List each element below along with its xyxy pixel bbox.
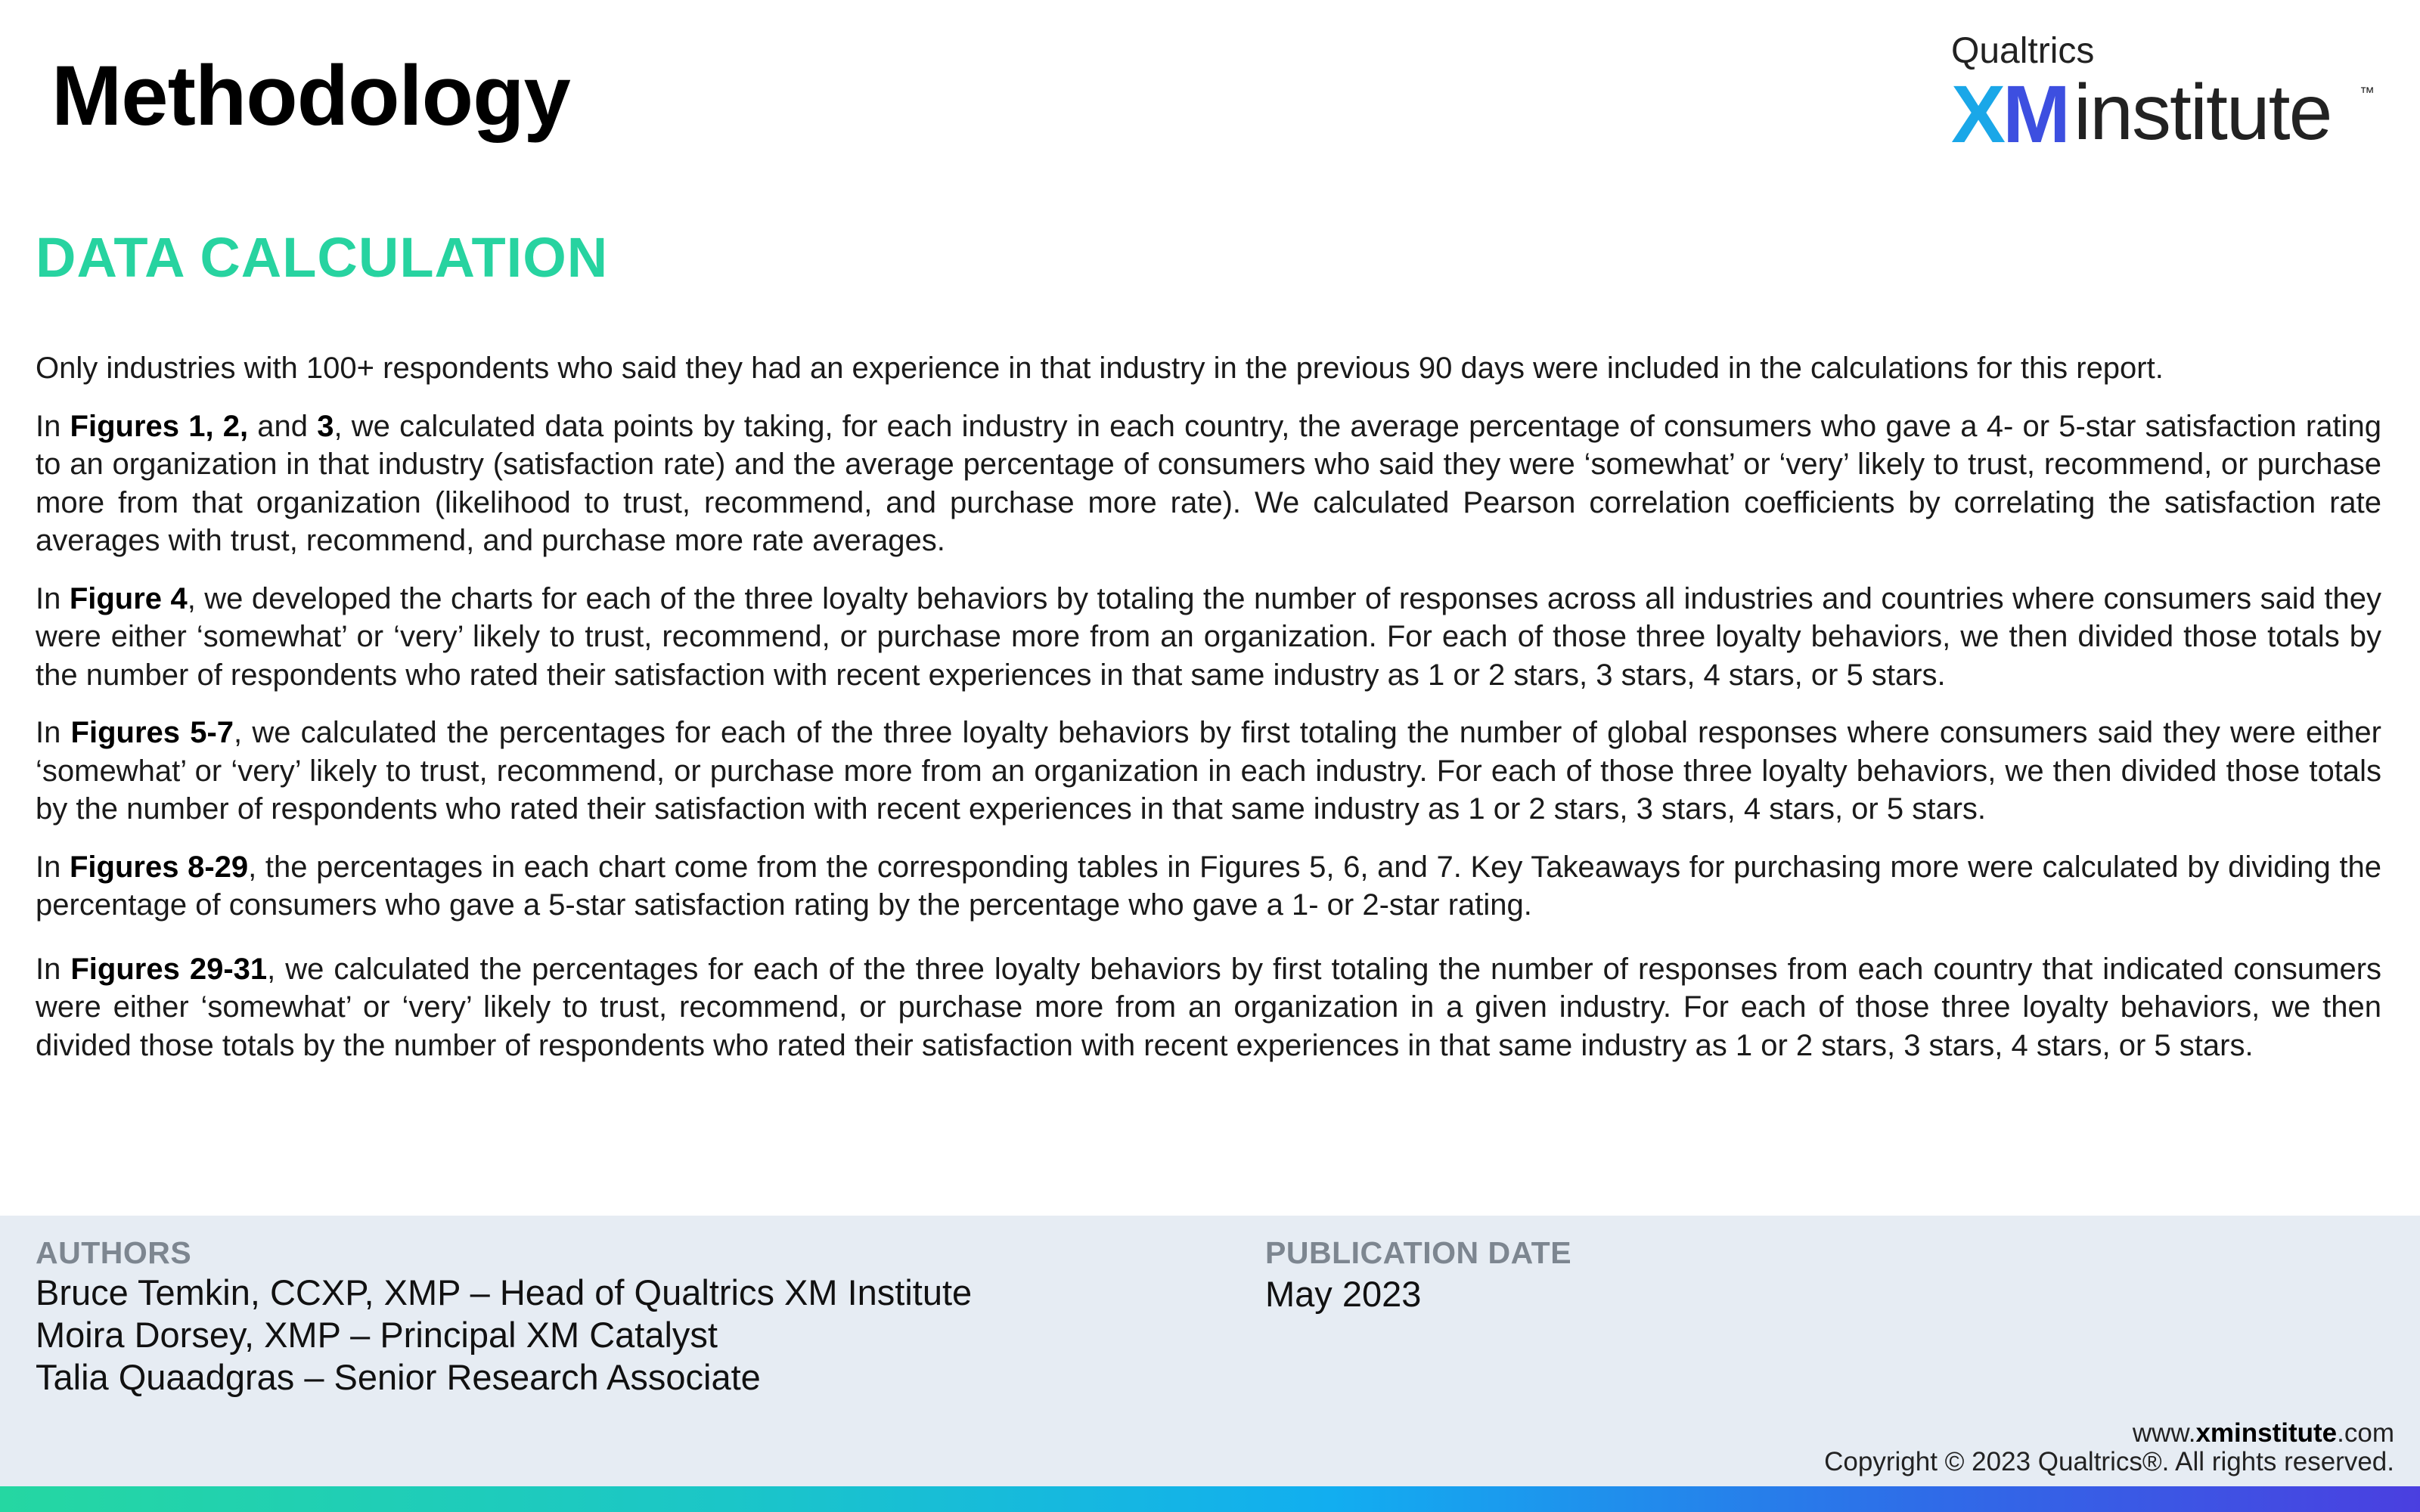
- author-line: Moira Dorsey, XMP – Principal XM Catalyst: [36, 1315, 718, 1355]
- logo-xm-mark: XM: [1951, 68, 2068, 160]
- paragraph-5: In Figures 8-29, the percentages in each chart come from the corresponding tables in Figures 5, 6, and 7. Key Takeaways for purchasing more were calculated by dividing the percentage of consumers who gave a 5-star satisfaction rating by the percentage who gave a 1- or 2-star rating.: [36, 850, 2382, 922]
- logo-trademark: ™: [2360, 85, 2375, 101]
- section-heading: DATA CALCULATION: [36, 226, 609, 289]
- website-link[interactable]: www.xminstitute.com: [2132, 1418, 2394, 1448]
- publication-date: May 2023: [1265, 1274, 1422, 1314]
- paragraph-6: In Figures 29-31, we calculated the percentages for each of the three loyalty behaviors by first totaling the number of responses from each country that indicated consumers were either ‘somewhat’ or ‘very’ likely to trust, recommend, or purchase more from an organization in a given industry. For each of those three loyalty behaviors, we then divided those totals by the number of respondents who rated their satisfaction with recent experiences in that same industry as 1 or 2 stars, 3 stars, 4 stars, or 5 stars.: [36, 952, 2382, 1062]
- footer-panel: [0, 1216, 2420, 1486]
- author-line: Talia Quaadgras – Senior Research Associate: [36, 1357, 761, 1397]
- brand-gradient-bar: [0, 1486, 2420, 1512]
- page-title: Methodology: [51, 48, 570, 143]
- logo-institute-text: institute: [2074, 69, 2332, 156]
- logo-qualtrics-text: Qualtrics: [1951, 31, 2095, 71]
- publication-date-label: PUBLICATION DATE: [1265, 1235, 1572, 1270]
- authors-label: AUTHORS: [36, 1235, 192, 1270]
- paragraph-4: In Figures 5-7, we calculated the percentages for each of the three loyalty behaviors by first totaling the number of global responses where consumers said they were either ‘somewhat’ or ‘very’ likely to trust, recommend, or purchase more from an organization in each industry. For each of those three loyalty behaviors, we then divided those totals by the number of respondents who rated their satisfaction with recent experiences in that same industry as 1 or 2 stars, 3 stars, 4 stars, or 5 stars.: [36, 716, 2381, 826]
- copyright-notice: Copyright © 2023 Qualtrics®. All rights reserved.: [1824, 1447, 2394, 1476]
- paragraph-1: Only industries with 100+ respondents who said they had an experience in that industry in the previous 90 days were included in the calculations for this report.: [36, 352, 2164, 385]
- methodology-body: [36, 349, 2381, 1084]
- xm-institute-logo: [1951, 30, 2375, 160]
- paragraph-3: In Figure 4, we developed the charts for each of the three loyalty behaviors by totaling the number of responses across all industries and countries where consumers said they were either ‘somewhat’ or ‘very’ likely to trust, recommend, or purchase more from an organization. For each of those three loyalty behaviors, we then divided those totals by the number of respondents who rated their satisfaction with recent experiences in that same industry as 1 or 2 stars, 3 stars, 4 stars, or 5 stars.: [36, 581, 2381, 692]
- paragraph-2: In Figures 1, 2, and 3, we calculated data points by taking, for each industry in each country, the average percentage of consumers who gave a 4- or 5-star satisfaction rating to an organization in that industry (satisfaction rate) and the average percentage of consumers who said they were ‘somewhat’ or ‘very’ likely to trust, recommend, or purchase more from that organization (likelihood to trust, recommend, and purchase more rate). We calculated Pearson correlation coefficients by correlating the satisfaction rate averages with trust, recommend, and purchase more rate averages.: [36, 409, 2381, 557]
- author-line: Bruce Temkin, CCXP, XMP – Head of Qualtrics XM Institute: [36, 1272, 973, 1312]
